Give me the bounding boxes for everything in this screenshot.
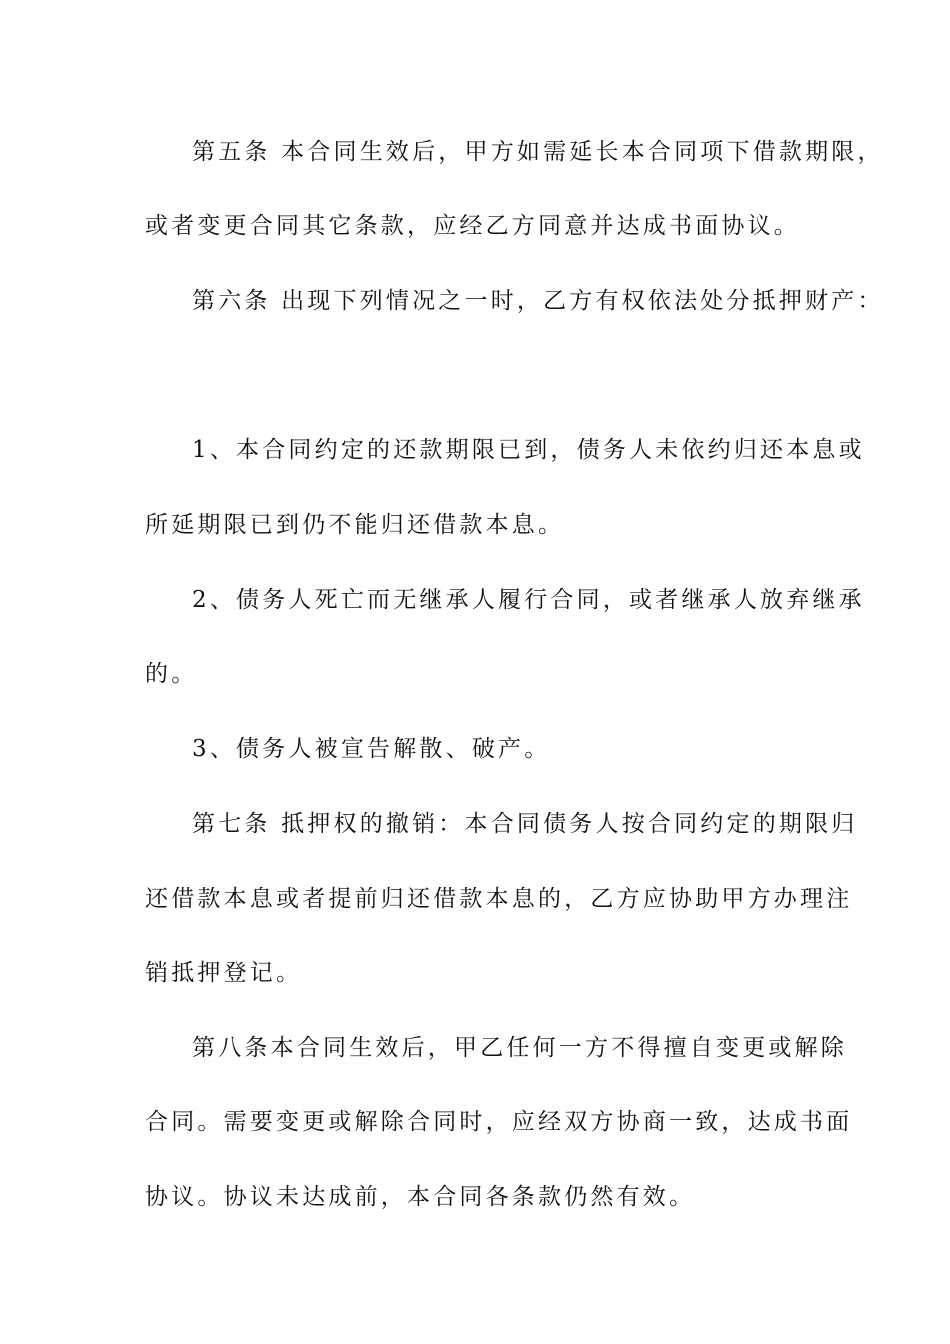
item-2-line-1: 2、债务人死亡而无继承人履行合同，或者继承人放弃继承 [192,587,865,613]
article-8-line-2: 合同。需要变更或解除合同时，应经双方协商一致，达成书面 [145,1109,853,1135]
item-2-line-2: 的。 [145,661,198,687]
item-1-line-2: 所延期限已到仍不能归还借款本息。 [145,512,565,538]
item-3-line: 3、债务人被宣告解散、破产。 [192,736,551,762]
article-8-line-1: 第八条本合同生效后，甲乙任何一方不得擅自变更或解除 [192,1035,847,1061]
article-7-line-3: 销抵押登记。 [145,960,303,986]
article-7-line-2: 还借款本息或者提前归还借款本息的，乙方应协助甲方办理注 [145,886,853,912]
article-5-line-2: 或者变更合同其它条款，应经乙方同意并达成书面协议。 [145,213,800,239]
article-6-heading: 第六条 出现下列情况之一时，乙方有权依法处分抵押财产： [192,288,884,314]
article-8-line-3: 协议。协议未达成前，本合同各条款仍然有效。 [145,1184,696,1210]
item-1-line-1: 1、本合同约定的还款期限已到，债务人未依约归还本息或 [192,437,865,463]
article-7-line-1: 第七条 抵押权的撤销：本合同债务人按合同约定的期限归 [192,811,858,837]
article-5-line-1: 第五条 本合同生效后，甲方如需延长本合同项下借款期限， [192,139,884,165]
